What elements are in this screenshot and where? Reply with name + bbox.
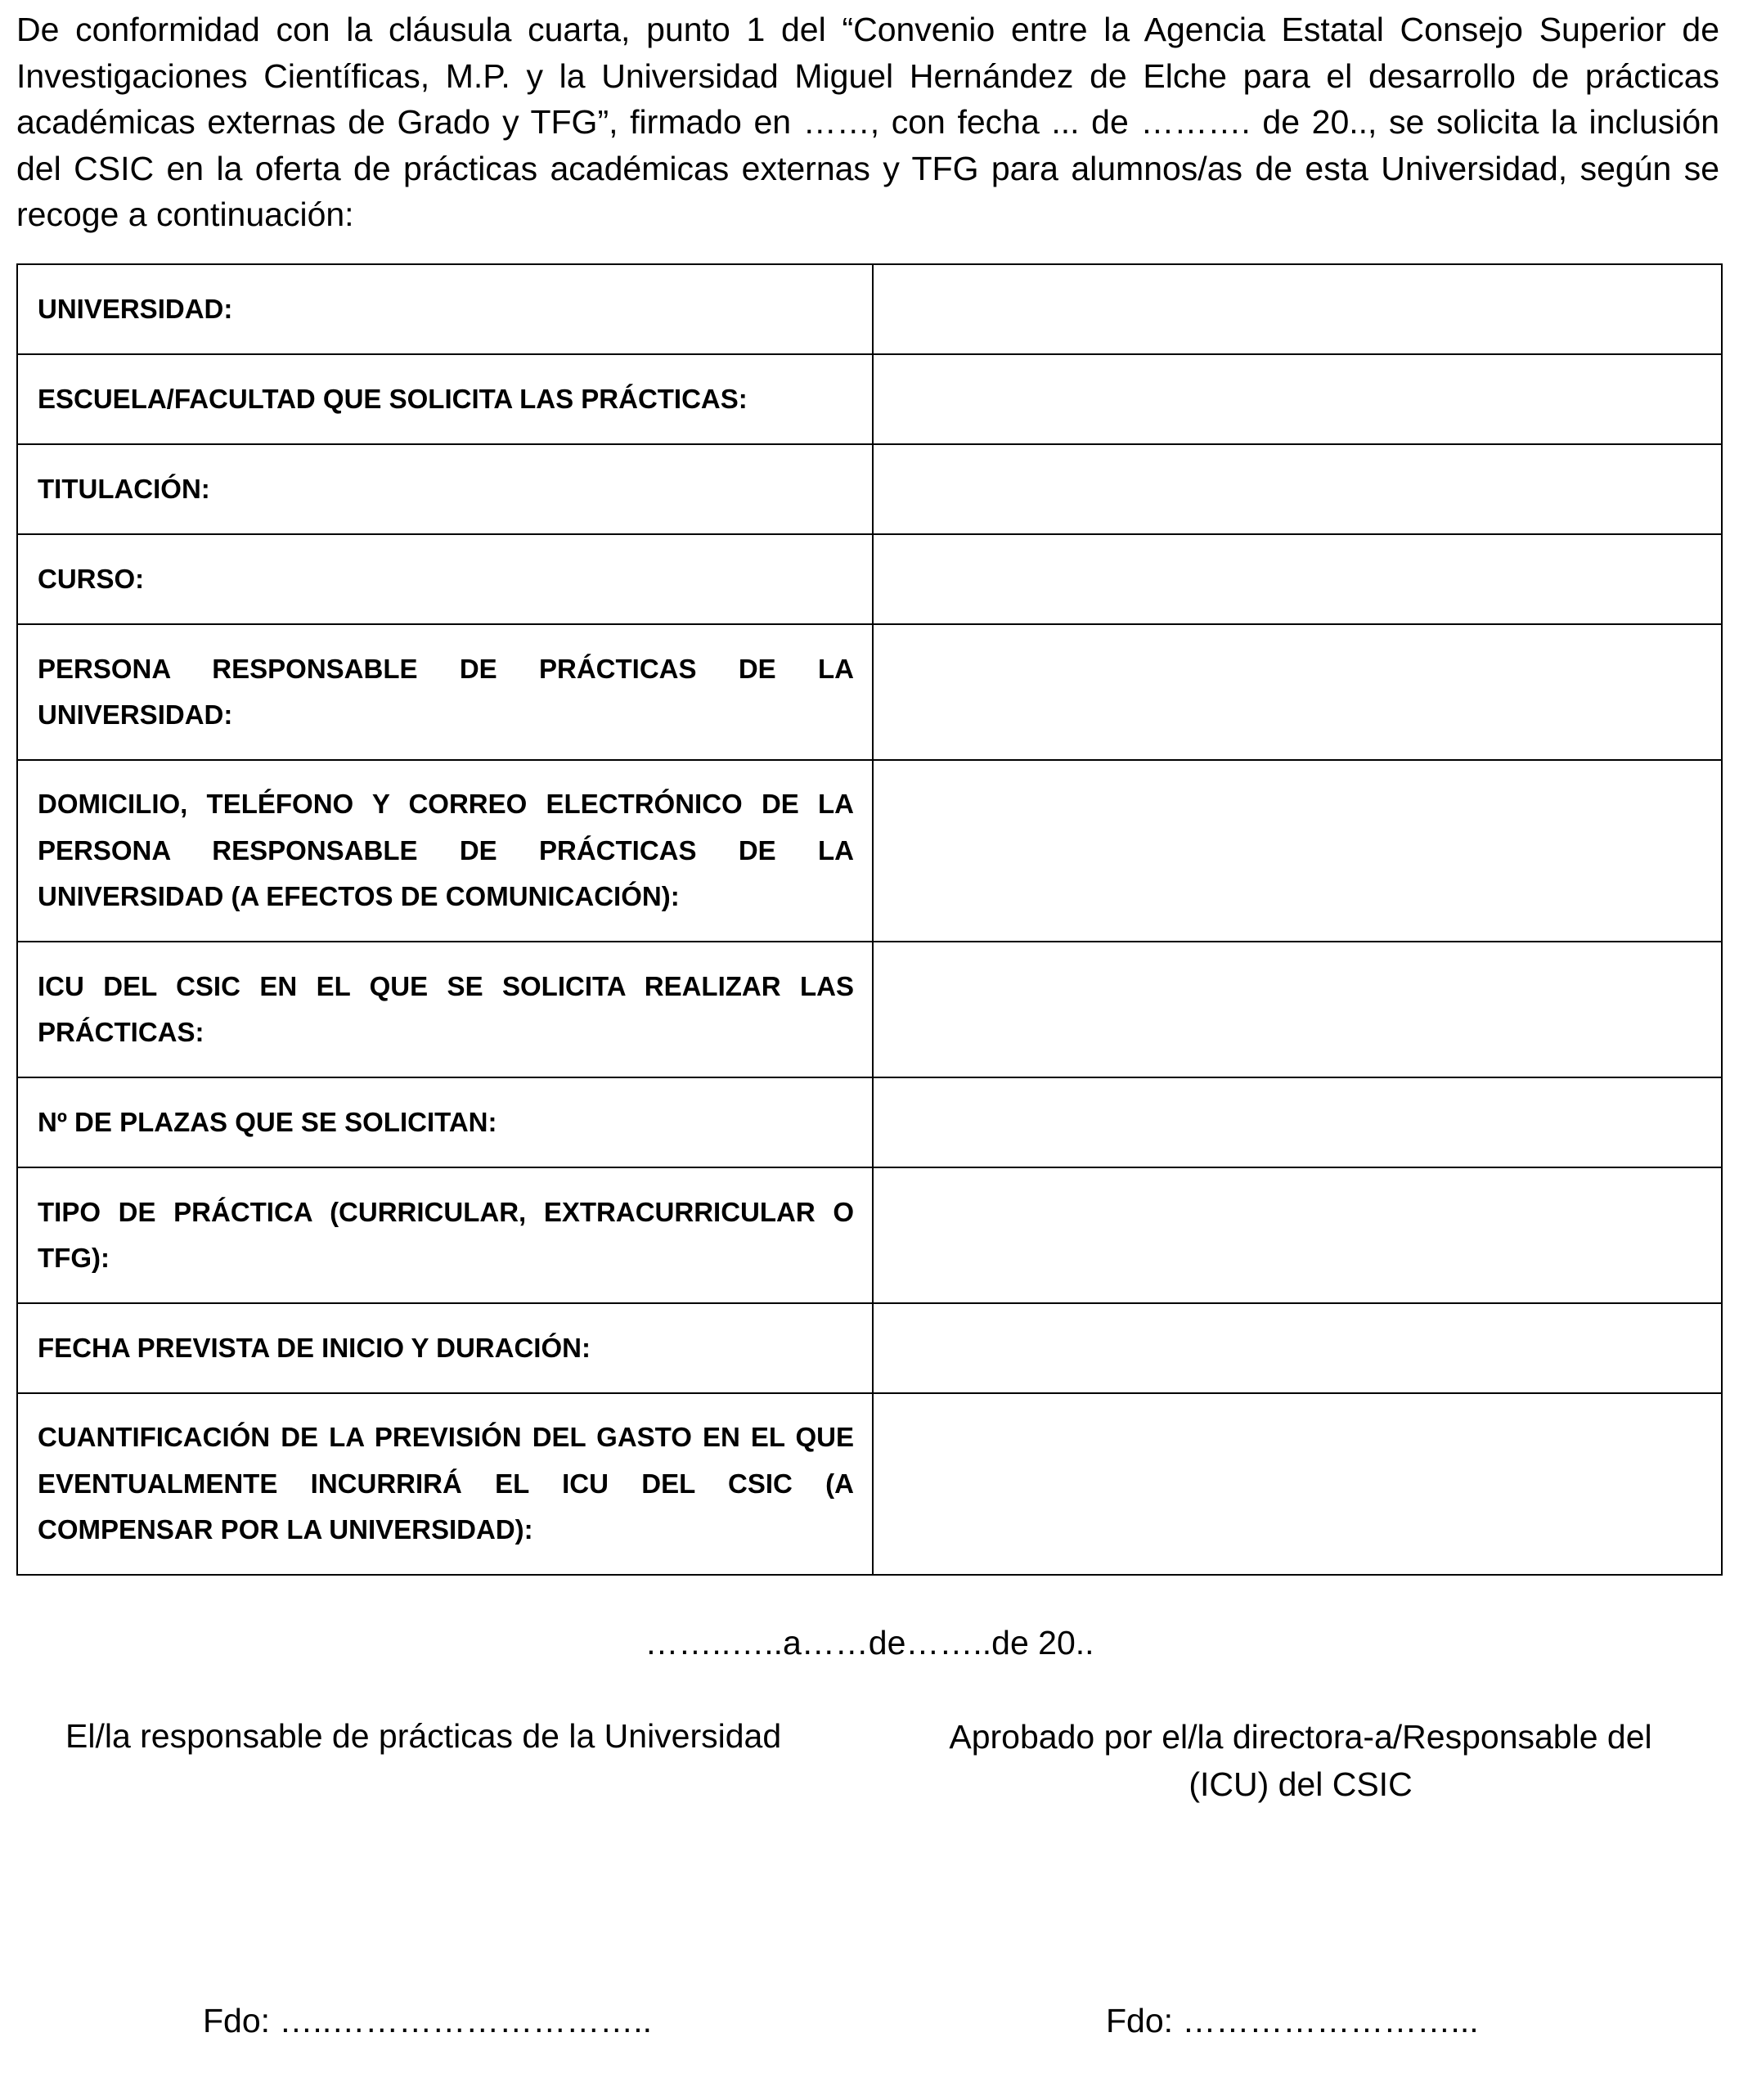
escuela-facultad-field[interactable] bbox=[873, 354, 1722, 444]
form-row-persona-responsable bbox=[17, 624, 1722, 760]
university-signer-title: El/la responsable de prácticas de la Universidad bbox=[65, 1717, 782, 1755]
form-row-curso bbox=[17, 534, 1722, 624]
field-label: ESCUELA/FACULTAD QUE SOLICITA LAS PRÁCTICAS: bbox=[17, 354, 873, 444]
contacto-field[interactable] bbox=[873, 760, 1722, 942]
field-label: ICU DEL CSIC EN EL QUE SE SOLICITA REALIZAR LAS PRÁCTICAS: bbox=[17, 942, 873, 1077]
curso-field[interactable] bbox=[873, 534, 1722, 624]
icu-field[interactable] bbox=[873, 942, 1722, 1077]
form-row-cuantificacion-gasto bbox=[17, 1393, 1722, 1575]
universidad-field[interactable] bbox=[873, 264, 1722, 354]
form-row-universidad bbox=[17, 264, 1722, 354]
intro-paragraph: De conformidad con la cláusula cuarta, punto 1 del “Convenio entre la Agencia Estatal Consejo Superior de Investigaciones Científicas, M.P. y la Universidad Miguel Hernández de Elche para el desarrollo de prácticas académicas externas de Grado y TFG”, firmado en ……, con fecha ... de ………. de 20.., se solicita la inclusión del CSIC en la oferta de prácticas académicas externas y TFG para alumnos/as de esta Universidad, según se recoge a continuación: bbox=[16, 11, 1719, 233]
field-label: CURSO: bbox=[17, 534, 873, 624]
field-label: TIPO DE PRÁCTICA (CURRICULAR, EXTRACURRICULAR O TFG): bbox=[17, 1167, 873, 1303]
fecha-duracion-field[interactable] bbox=[873, 1303, 1722, 1393]
form-row-plazas bbox=[17, 1077, 1722, 1167]
persona-responsable-field[interactable] bbox=[873, 624, 1722, 760]
field-label: FECHA PREVISTA DE INICIO Y DURACIÓN: bbox=[17, 1303, 873, 1393]
titulacion-field[interactable] bbox=[873, 444, 1722, 534]
field-label: DOMICILIO, TELÉFONO Y CORREO ELECTRÓNICO DE LA PERSONA RESPONSABLE DE PRÁCTICAS DE LA UNIVERSIDAD (A EFECTOS DE COMUNICACIÓN): bbox=[17, 760, 873, 942]
tipo-practica-field[interactable] bbox=[873, 1167, 1722, 1303]
form-row-contacto bbox=[17, 760, 1722, 942]
plazas-field[interactable] bbox=[873, 1077, 1722, 1167]
form-row-icu bbox=[17, 942, 1722, 1077]
field-label: Nº DE PLAZAS QUE SE SOLICITAN: bbox=[17, 1077, 873, 1167]
form-row-titulacion bbox=[17, 444, 1722, 534]
form-row-escuela-facultad bbox=[17, 354, 1722, 444]
request-form-table bbox=[16, 263, 1723, 1576]
form-row-fecha-duracion bbox=[17, 1303, 1722, 1393]
field-label: TITULACIÓN: bbox=[17, 444, 873, 534]
field-label: UNIVERSIDAD: bbox=[17, 264, 873, 354]
form-row-tipo-practica bbox=[17, 1167, 1722, 1303]
field-label: CUANTIFICACIÓN DE LA PREVISIÓN DEL GASTO EN EL QUE EVENTUALMENTE INCURRIRÁ EL ICU DEL CSIC (A COMPENSAR POR LA UNIVERSIDAD): bbox=[17, 1393, 873, 1575]
university-signature-line: Fdo: …..……………………….. bbox=[203, 2002, 652, 2039]
icu-signature-line: Fdo: ……………………... bbox=[1106, 2002, 1479, 2039]
cuantificacion-gasto-field[interactable] bbox=[873, 1393, 1722, 1575]
field-label: PERSONA RESPONSABLE DE PRÁCTICAS DE LA UNIVERSIDAD: bbox=[17, 624, 873, 760]
date-place-line: ……..…..a……de……..de 20.. bbox=[645, 1624, 1094, 1662]
icu-signer-title: Aprobado por el/la directora-a/Responsable del (ICU) del CSIC bbox=[949, 1718, 1652, 1803]
